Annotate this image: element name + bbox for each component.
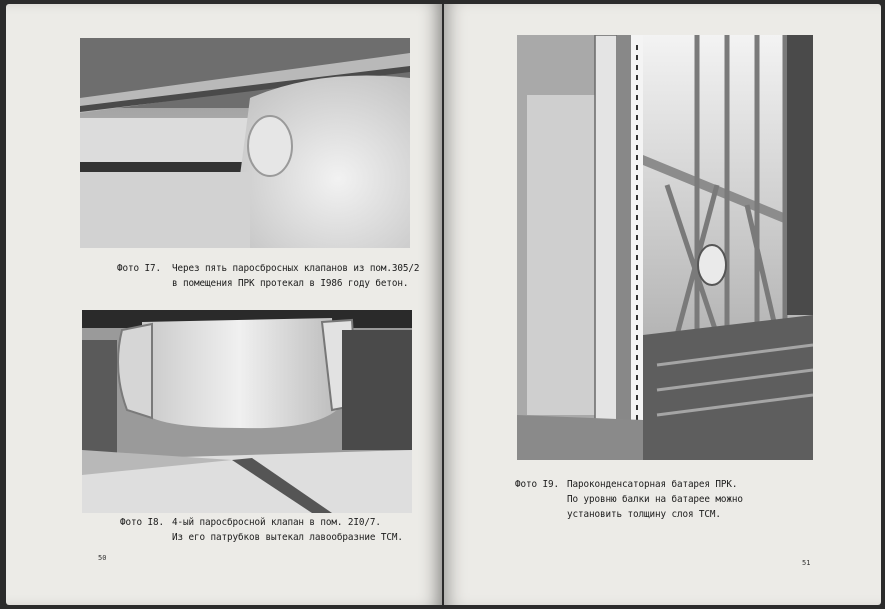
photo-18-caption xyxy=(120,515,440,547)
photo-18-label: Фото I8. xyxy=(120,517,164,528)
left-page xyxy=(6,4,442,605)
photo-18-image xyxy=(82,310,412,513)
photo-18-caption-line-2: Из его патрубков вытекал лавообразние ТСМ. xyxy=(172,532,403,543)
photo-19-caption xyxy=(515,477,845,525)
photo-19-label: Фото I9. xyxy=(515,479,559,490)
right-page-number: 51 xyxy=(802,559,811,567)
photo-17-label: Фото I7. xyxy=(117,263,161,274)
photo-19-caption-line-1: Пароконденсаторная батарея ПРК. xyxy=(567,479,738,490)
photo-17-caption-line-1: Через пять паросбросных клапанов из пом.305/2 xyxy=(172,263,420,274)
right-page xyxy=(444,4,881,605)
left-page-number: 50 xyxy=(98,554,107,562)
photo-17-image xyxy=(80,38,410,248)
photo-19 xyxy=(517,35,813,460)
photo-18 xyxy=(82,310,412,513)
photo-17-caption-line-2: в помещения ПРК протекал в I986 году бетон. xyxy=(172,278,409,289)
photo-19-image xyxy=(517,35,813,460)
photo-19-caption-line-3: установить толщину слоя ТСМ. xyxy=(567,509,721,520)
photo-18-caption-line-1: 4-ый паросбросной клапан в пом. 2I0/7. xyxy=(172,517,381,528)
photo-17 xyxy=(80,38,410,248)
photo-17-caption xyxy=(117,261,437,293)
photo-19-caption-line-2: По уровню балки на батарее можно xyxy=(567,494,743,505)
